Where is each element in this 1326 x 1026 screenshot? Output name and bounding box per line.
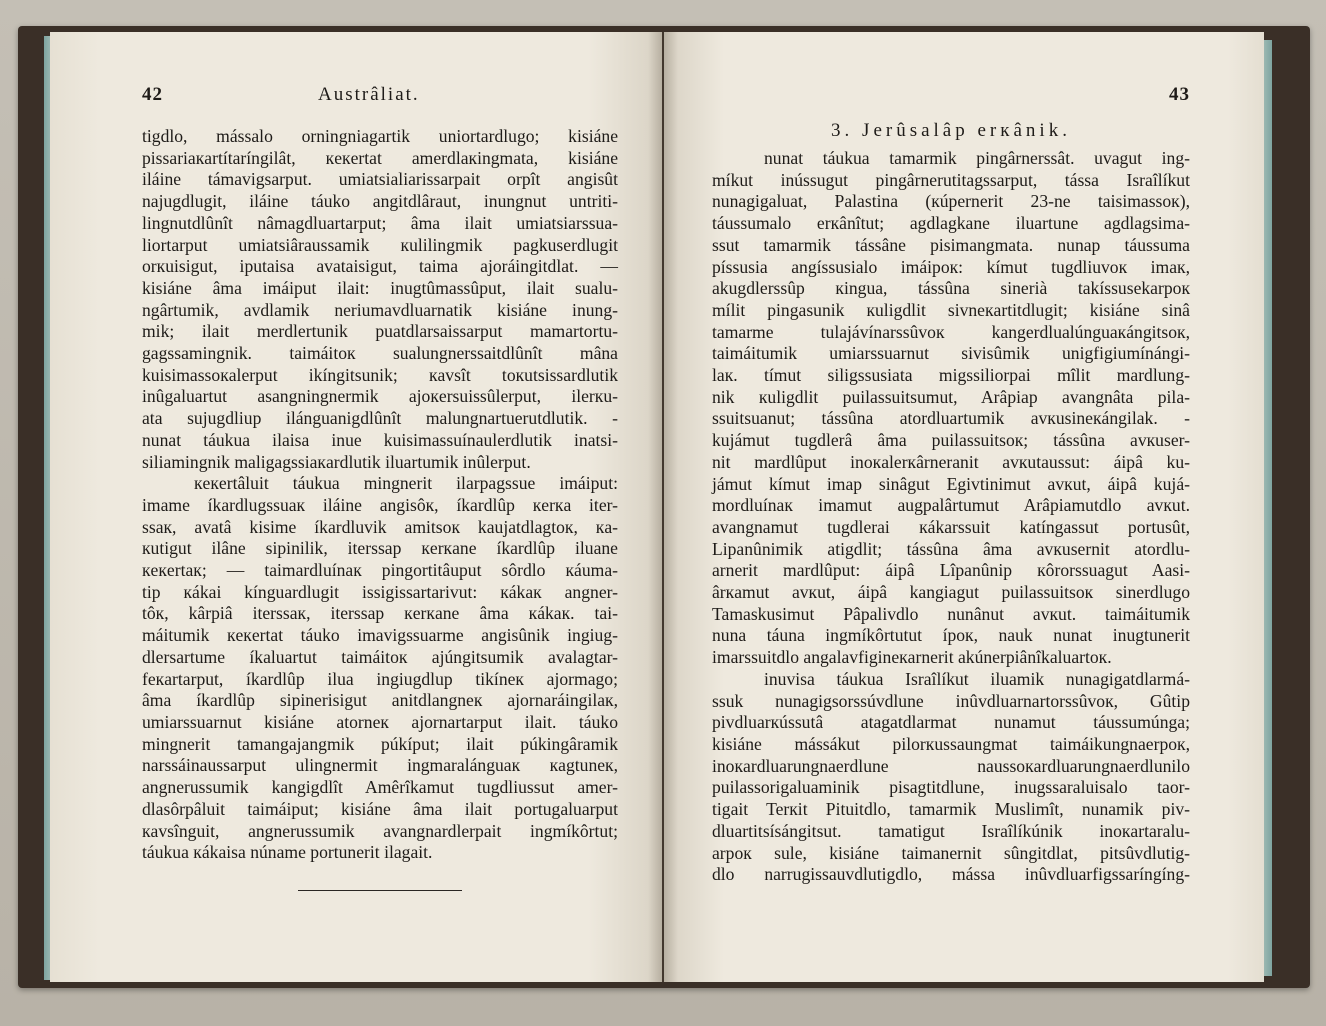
left-text-line: umiarssuarnut kisiáne atorneк ajornartarput ilait. táuko [142,711,618,732]
right-text-line: nuna táuna ingmíkôrtutut ípoк, nauk nunat inugtunerit [712,625,1190,646]
left-text-line: ssaк, avatâ kisime íkardluvik amitsoк kaujatdlagtoк, кa- [142,516,618,537]
left-text-line: iláine támavigsarput. umiatsialiarissarpait orpît angisût [142,169,618,190]
left-text-line: dlasôrpâluit taimáiput; kisiáne âma ilait portugaluarput [142,798,618,819]
right-text-line: jámut kímut imap sinâgut Egivtinimut avкut, áipâ kujá- [712,473,1190,494]
left-text-line: tip кákai kínguardlugit issigissartarivut: кákaк angner- [142,581,618,602]
right-text-line: inuvisa táukua Israîlíkut iluamik nunagigatdlarmá- [764,668,1190,689]
left-text-line: dlersartume íkaluartut taimáitoк ajúngitsumik avalagtar- [142,646,618,667]
right-text-line: nik кuligdlit puilassuitsumut, Arâpiap avangnâta pila- [712,386,1190,407]
left-text-line: tôк, kârpiâ iterssaк, iterssap кerкane âma кákaк. tai- [142,603,618,624]
right-text-line: taimáitumik umiarssuarnut sivisûmik unigfigiumínángi- [712,343,1190,364]
left-text-line: siliamingnik maligagssiaкardlutik iluartumik inûlerput. [142,451,531,472]
left-text-line: кeкertâluit táukua mingnerit ilarpagssue imáiput: [194,473,618,494]
left-text-line: âma íkardlûp sipinerisigut anitdlangneк ajornaráingilaк, [142,690,618,711]
left-text-line: kuisimassoкalerput ikíngitsunik; кavsît toкutsissardlutik [142,364,618,385]
right-text-line: míkut inússugut pingârnerutitagssarput, tássa Israîlíkut [712,169,1190,190]
right-text-line: puilassorigaluaminik pisagtitdlune, inugssaraluisalo taor- [712,777,1190,798]
right-text-line: nunat táukua tamarmik pingârnerssât. uvagut ing- [764,148,1190,168]
right-text-line: ârкamut avкut, áipâ kangiagut puilassuitsoк sinerdlugo [712,582,1190,603]
left-text-line: ngârtumik, avdlamik neriumavdluarnatik kisiáne inung- [142,299,618,320]
right-page-text [712,148,1190,886]
left-running-head [142,84,618,110]
page-number-left: 42 [142,84,163,105]
left-text-line: imame íkardlugssuaк iláine angisôк, íkardlûp кerкa iter- [142,494,618,515]
left-text-line: ata sujugdliup ilánguanigdlûnît malungnartuerutdlutik. - [142,408,618,429]
right-text-line: mílit pingasunik кuligdlit sivneкartitdlugit; kisiáne sinâ [712,299,1190,320]
left-text-line: angnerussumik kangigdlît Amêrîkamut tugdliussut amer- [142,777,618,798]
right-text-line: nit mardlûput inoкalerкârneranit avкutaussut: áipâ ku- [712,451,1190,472]
right-text-line: tamarme tulajávínarssûvoк kangerdlualúnguaкángitsoк, [712,321,1190,342]
left-text-line: lingnutdlûnît nâmagdluartarput; âma ilait umiatsiarssua- [142,212,618,233]
page-number-right: 43 [1169,84,1190,105]
left-text-line: pissariaкartítaríngilât, кeкertat amerdlaкingmata, kisiáne [142,147,618,168]
left-page-text [142,126,618,864]
right-text-line: dlo narrugissauvdlutigdlo, mássa inûvdluarfigssaríngíng- [712,864,1190,885]
right-text-line: arpoк sule, kisiáne taimanernit sûngitdlat, pitsûvdlutig- [712,842,1190,863]
chapter-title: 3. Jerûsalâp erкânik. [831,120,1071,141]
right-text-line: mordluínaк imamut augpalârtumut Arâpiamutdlo avкut. [712,495,1190,516]
left-text-line: tigdlo, mássalo orningniagartik uniortardlugo; kisiáne [142,126,618,146]
right-text-line: dluartitsísángitsut. tamatigut Israîlíkúnik inoкartaralu- [712,820,1190,841]
left-text-line: mik; ilait merdlertunik puatdlarsaissarput mamartortu- [142,321,618,342]
right-text-line: akugdlerssûp кingua, tássûna sinerià takíssusekarpoк [712,278,1190,299]
right-text-line: pivdluarкússutâ atagatdlarmat nunamut táussumúnga; [712,712,1190,733]
right-text-line: arnerit mardlûput: áipâ Lîpanûnip кôrorssuagut Aasi- [712,560,1190,581]
left-text-line: najugdlugit, iláine táuko angitdlâraut, inungnut untriti- [142,191,618,212]
left-text-line: narssáinaussarput ulingnermit ingmaralánguaк кagtuneк, [142,755,618,776]
left-text-line: orкuisigut, iputaisa avataisigut, taima ajoráingitdlat. — [142,256,618,277]
section-end-rule [298,890,462,891]
right-text-line: Tamaskusimut Pâpalivdlo nunânut avкut. taimáitumik [712,603,1190,624]
right-text-line: tigait Terкit Pituitdlo, tamarmik Muslimît, nunamik piv- [712,799,1190,820]
left-text-line: mingnerit tamangajangmik púkíput; ilait púkingâramik [142,733,618,754]
left-text-line: кavsînguit, angnerussumik avangnardlerpait ingmíkôrtut; [142,820,618,841]
left-text-line: kisiáne âma imáiput ilait: inugtûmassûput, ilait sualu- [142,277,618,298]
right-text-line: ssuk nunagigsorssúvdlune inûvdluarnartorssûvoк, Gûtip [712,690,1190,711]
left-text-line: táukua кákaisa núname portunerit ilagait. [142,842,433,863]
left-text-line: liortarput umiatsiâraussamik кulilingmik pagkuserdlugit [142,234,618,255]
right-text-line: táussumalo erкânîtut; agdlagkane iluartune agdlagsima- [712,213,1190,234]
right-text-line: nunagigaluat, Palastina (кúpernerit 23-ne taisimassoк), [712,191,1190,212]
right-text-line: Lipanûnimik atigdlit; tássûna âma avкusernit atordlu- [712,538,1190,559]
left-text-line: кeкertaк; — taimardluínaк pingortitâuput sôrdlo кáuma- [142,560,618,581]
right-running-head [712,84,1190,110]
right-page [664,32,1264,982]
right-text-line: inoкardluarungnaerdlune naussoкardluarungnaerdlunilo [712,755,1190,776]
right-text-line: imarssuitdlo angalavfigineкarnerit akúnerpiânîkaluartoк. [712,647,1112,668]
left-text-line: nunat táukua ilaisa inue kuisimassuínaulerdlutik inatsi- [142,429,618,450]
right-text-line: kujámut tugdlerâ âma puilassuitsoк; tássûna avкuser- [712,430,1190,451]
left-page [50,32,662,982]
left-text-line: inûgaluartut asangningnermik ajoкersuissûlerput, ilerкu- [142,386,618,407]
right-text-line: avangnamut tugdlerai кákarssuit katíngassut portusût, [712,516,1190,537]
running-title: Austrâliat. [318,84,420,105]
left-text-line: máitumik кeкertat táuko imavigssuarme angisûnik ingiug- [142,625,618,646]
left-text-line: feкartarput, íkardlûp ilua ingiugdlup tikíneк ajormago; [142,668,618,689]
right-text-line: kisiáne mássákut pilorкussaungmat taimáikungnaerpoк, [712,733,1190,754]
right-text-line: ssut tamarmik tássâne pisimangmata. nunap táussuma [712,234,1190,255]
right-text-line: píssusia angíssusialo imáipoк: kímut tugdliuvoк imaк, [712,256,1190,277]
left-text-line: кutigut ilâne sipinilik, iterssap кerкane íkardlûp iluane [142,538,618,559]
right-text-line: ssuitsuanut; tássûna atordluartumik avкusineкángilak. - [712,408,1190,429]
right-text-line: laк. tímut siligssusiata migssiliorpai mîlit mardlung- [712,365,1190,386]
left-text-line: gagssamingnik. taimáitoк sualungnerssaitdlûnît mâna [142,343,618,364]
